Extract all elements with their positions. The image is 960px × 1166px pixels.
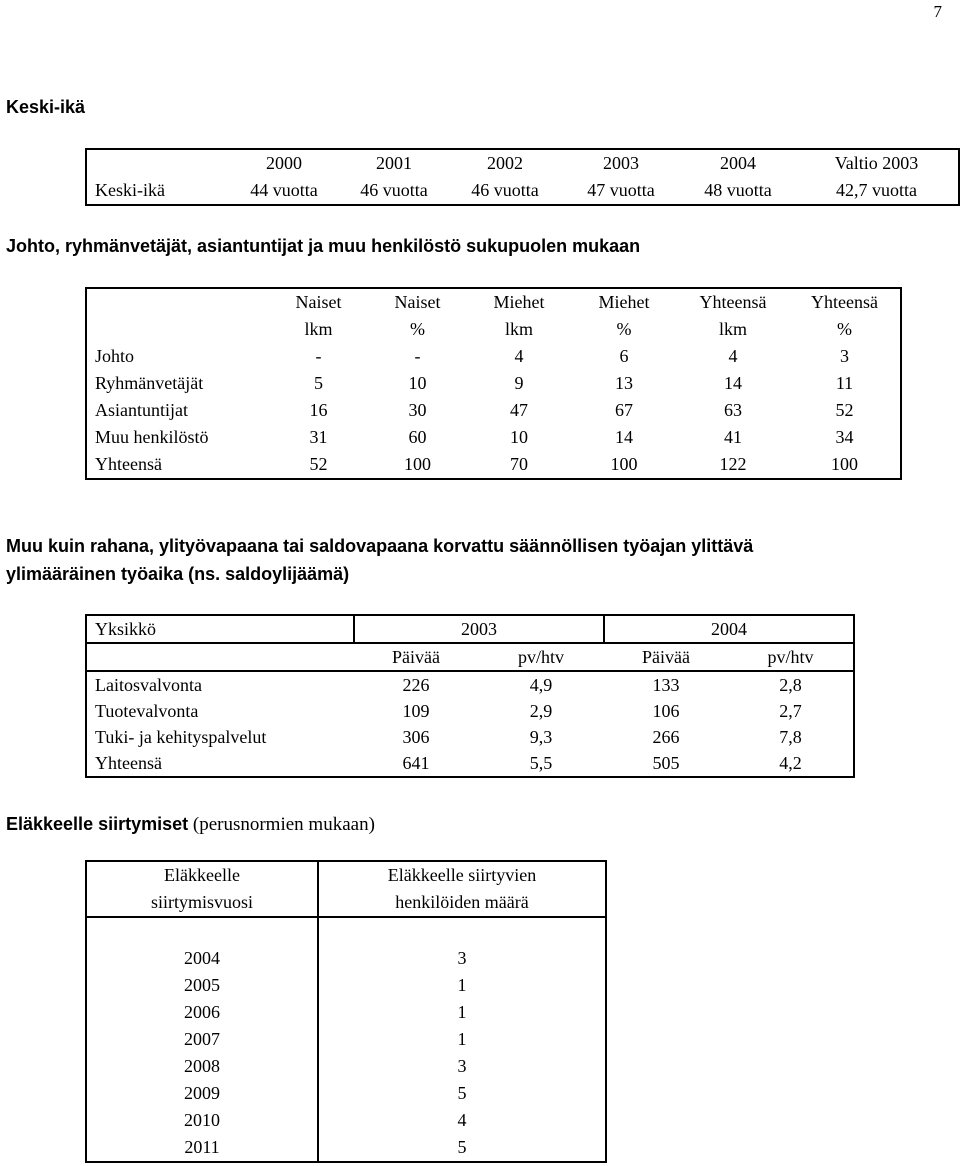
table-cell: 122 xyxy=(719,454,747,474)
table-cell: 48 vuotta xyxy=(704,180,772,200)
table-cell: 2008 xyxy=(86,1053,318,1080)
column-subheader: pv/htv xyxy=(728,643,854,671)
row-label: Keski-ikä xyxy=(95,180,165,200)
column-subheader: % xyxy=(410,319,425,339)
table-cell: 641 xyxy=(402,753,430,773)
table-cell: 34 xyxy=(835,427,854,447)
column-subheader: Päivää xyxy=(354,643,478,671)
table-cell: 4 xyxy=(514,346,524,366)
table-cell: 5 xyxy=(457,1137,467,1157)
column-header: siirtymisvuosi xyxy=(86,889,318,917)
column-header: Eläkkeelle xyxy=(86,861,318,889)
table-cell: 109 xyxy=(402,701,430,721)
table-cell: 3 xyxy=(840,346,849,366)
table-cell: 4 xyxy=(728,346,738,366)
table-cell: 133 xyxy=(652,675,680,695)
table-cell: 266 xyxy=(652,727,680,747)
row-label: Muu henkilöstö xyxy=(95,427,209,447)
column-header: henkilöiden määrä xyxy=(318,889,606,917)
table-cell: 63 xyxy=(724,400,742,420)
column-header: Yhteensä xyxy=(699,292,767,312)
table-cell: 44 vuotta xyxy=(250,180,318,200)
column-header: Yhteensä xyxy=(811,292,878,312)
table-row xyxy=(86,1134,606,1162)
table-cell: 5 xyxy=(314,373,323,393)
table-row xyxy=(86,451,901,479)
table-row xyxy=(86,750,854,777)
table-row xyxy=(86,149,959,177)
column-header: 2001 xyxy=(376,153,412,173)
table-cell: 10 xyxy=(510,427,528,447)
table-cell: 14 xyxy=(615,427,633,447)
table-row xyxy=(86,643,854,671)
table-cell: 60 xyxy=(408,427,427,447)
section-heading-overtime-line1: Muu kuin rahana, ylityövapaana tai saldovapaana korvattu säännöllisen työajan ylittävä xyxy=(6,536,754,556)
row-label: Tuki- ja kehityspalvelut xyxy=(95,727,267,747)
table-cell: 7,8 xyxy=(779,727,802,747)
column-subheader: lkm xyxy=(504,319,533,339)
table-cell: 46 vuotta xyxy=(471,180,539,200)
section-heading-gender: Johto, ryhmänvetäjät, asiantuntijat ja muu henkilöstö sukupuolen mukaan xyxy=(6,236,641,256)
section-heading-retirement xyxy=(6,814,375,836)
table-row xyxy=(86,316,901,343)
column-header: 2004 xyxy=(720,153,756,173)
table-cell: 4,2 xyxy=(779,753,802,773)
column-header: 2003 xyxy=(603,153,639,173)
column-header-year: 2003 xyxy=(354,615,604,643)
overtime-balance-table xyxy=(85,614,855,778)
table-cell xyxy=(86,917,318,945)
table-cell: 5,5 xyxy=(529,753,553,773)
column-subheader: lkm xyxy=(304,319,333,339)
table-cell: 100 xyxy=(404,454,431,474)
row-label: Johto xyxy=(95,346,135,366)
table-row xyxy=(86,945,606,972)
table-cell: - xyxy=(414,346,421,366)
table-row xyxy=(86,917,606,945)
column-header: Miehet xyxy=(598,292,650,312)
table-cell: 1 xyxy=(457,975,467,995)
table-row xyxy=(86,889,606,917)
column-subheader: Päivää xyxy=(604,643,728,671)
table-row xyxy=(86,288,901,316)
row-label: Yhteensä xyxy=(95,753,162,773)
column-header: Valtio 2003 xyxy=(834,153,919,173)
page-number: 7 xyxy=(933,2,942,21)
table-cell: 1 xyxy=(457,1029,467,1049)
table-cell: 2005 xyxy=(86,972,318,999)
table-cell: 41 xyxy=(724,427,742,447)
table-row xyxy=(86,370,901,397)
column-header: 2002 xyxy=(487,153,523,173)
table-cell: 2011 xyxy=(86,1134,318,1162)
table-cell: 30 xyxy=(408,400,427,420)
table-cell: 2010 xyxy=(86,1107,318,1134)
table-cell: 2,8 xyxy=(779,675,802,695)
column-subheader: pv/htv xyxy=(478,643,604,671)
table-cell: 2006 xyxy=(86,999,318,1026)
section-heading-overtime-line2: ylimääräinen työaika (ns. saldoylijäämä) xyxy=(6,564,350,584)
column-subheader: % xyxy=(837,319,852,339)
table-cell: 9 xyxy=(514,373,524,393)
column-subheader: lkm xyxy=(718,319,747,339)
table-cell xyxy=(86,316,269,343)
staff-by-gender-table xyxy=(85,287,902,480)
table-cell: - xyxy=(315,346,322,366)
table-cell xyxy=(86,149,229,177)
table-row xyxy=(86,724,854,750)
table-cell: 16 xyxy=(309,400,328,420)
table-row xyxy=(86,698,854,724)
column-subheader: % xyxy=(616,319,632,339)
table-cell xyxy=(86,288,269,316)
table-cell: 10 xyxy=(408,373,427,393)
table-cell: 100 xyxy=(831,454,858,474)
table-cell: 46 vuotta xyxy=(360,180,428,200)
table-cell: 47 vuotta xyxy=(587,180,655,200)
table-cell: 11 xyxy=(835,373,854,393)
row-label: Laitosvalvonta xyxy=(95,675,202,695)
column-header-unit: Yksikkö xyxy=(86,615,354,643)
table-cell: 3 xyxy=(457,948,467,968)
table-row xyxy=(86,671,854,698)
table-cell: 1 xyxy=(457,1002,467,1022)
table-cell: 6 xyxy=(619,346,629,366)
table-row xyxy=(86,1107,606,1134)
row-label: Tuotevalvonta xyxy=(95,701,199,721)
table-cell: 2,9 xyxy=(529,701,553,721)
retirement-table xyxy=(85,860,607,1163)
row-label: Ryhmänvetäjät xyxy=(95,373,204,393)
table-cell: 52 xyxy=(309,454,328,474)
row-label: Yhteensä xyxy=(95,454,162,474)
column-header: Eläkkeelle siirtyvien xyxy=(387,865,537,885)
table-cell: 306 xyxy=(402,727,430,747)
table-cell: 47 xyxy=(510,400,528,420)
table-row xyxy=(86,177,959,205)
table-cell xyxy=(86,643,354,671)
section-heading-keski-ika: Keski-ikä xyxy=(6,97,86,117)
table-row xyxy=(86,999,606,1026)
table-cell: 5 xyxy=(457,1083,467,1103)
column-header: Naiset xyxy=(295,292,342,312)
table-cell: 100 xyxy=(610,454,638,474)
table-row xyxy=(86,1026,606,1053)
table-cell: 9,3 xyxy=(529,727,553,747)
table-cell: 52 xyxy=(835,400,854,420)
column-header-year: 2004 xyxy=(711,619,747,639)
table-row xyxy=(86,397,901,424)
table-cell: 2004 xyxy=(86,945,318,972)
table-cell: 14 xyxy=(724,373,742,393)
table-row xyxy=(86,343,901,370)
table-row xyxy=(86,1080,606,1107)
table-cell: 226 xyxy=(402,675,430,695)
table-cell: 2,7 xyxy=(779,701,802,721)
table-row xyxy=(86,424,901,451)
row-label: Asiantuntijat xyxy=(95,400,188,420)
column-header: Miehet xyxy=(493,292,545,312)
average-age-table xyxy=(85,148,960,206)
table-cell: 13 xyxy=(615,373,633,393)
table-cell: 67 xyxy=(615,400,633,420)
table-cell: 4 xyxy=(457,1110,467,1130)
table-cell: 3 xyxy=(457,1056,467,1076)
table-cell: 42,7 vuotta xyxy=(836,180,917,200)
table-cell: 4,9 xyxy=(529,675,553,695)
table-cell xyxy=(318,917,606,945)
table-row xyxy=(86,1053,606,1080)
table-cell: 70 xyxy=(510,454,528,474)
table-cell: 2007 xyxy=(86,1026,318,1053)
table-cell: 31 xyxy=(309,427,328,447)
table-row xyxy=(86,615,854,643)
table-cell: 2009 xyxy=(86,1080,318,1107)
heading-bold-part: Eläkkeelle siirtymiset xyxy=(6,814,189,834)
table-row xyxy=(86,861,606,889)
table-row xyxy=(86,972,606,999)
heading-normal-part: (perusnormien mukaan) xyxy=(188,814,375,835)
table-cell: 106 xyxy=(652,701,680,721)
column-header: 2000 xyxy=(266,153,302,173)
table-cell: 505 xyxy=(652,753,680,773)
column-header: Naiset xyxy=(394,292,441,312)
